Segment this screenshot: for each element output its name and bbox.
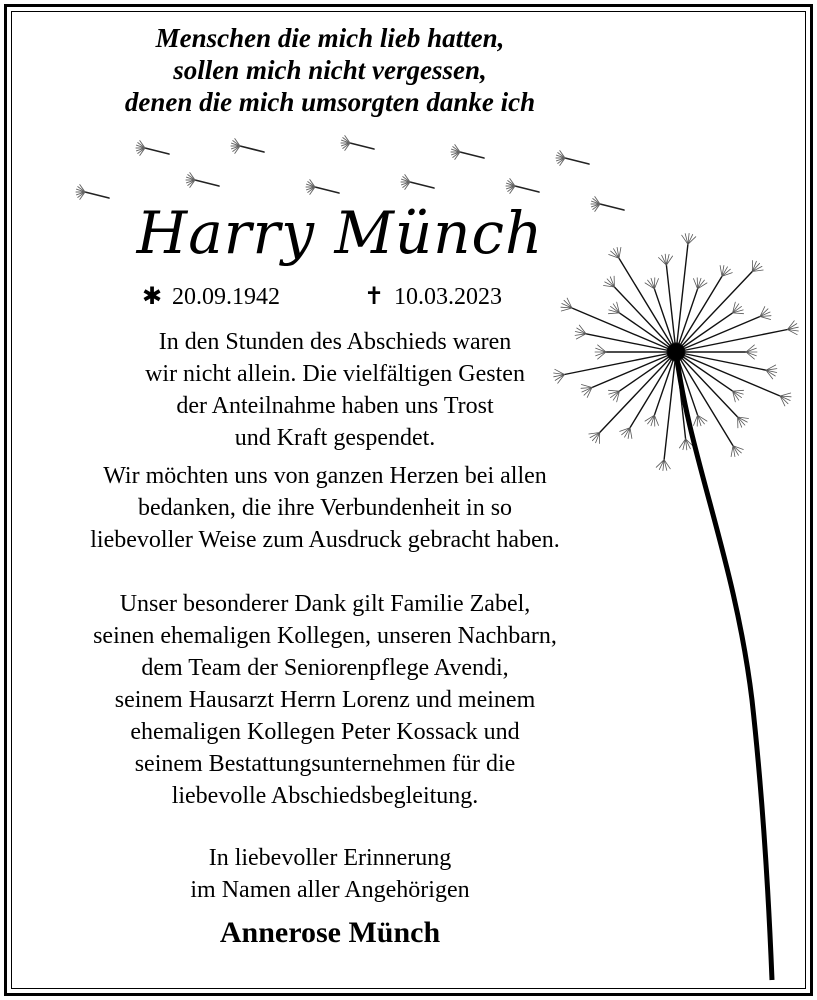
text-line: In liebevoller Erinnerung bbox=[208, 845, 452, 871]
text-line: seinem Hausarzt Herrn Lorenz und meinem bbox=[114, 687, 536, 713]
birth-date-value: 20.09.1942 bbox=[172, 284, 280, 310]
paragraph-besonderer-dank bbox=[20, 588, 630, 812]
seed-icon bbox=[556, 151, 589, 166]
paragraph-dank bbox=[20, 460, 630, 556]
motto-line: Menschen die mich lieb hatten, bbox=[155, 23, 505, 53]
dandelion-tuft bbox=[564, 300, 572, 308]
text-line: Unser besonderer Dank gilt Familie Zabel, bbox=[119, 591, 531, 617]
closing bbox=[70, 842, 590, 906]
dandelion-stem bbox=[676, 352, 772, 980]
text-line: seinen ehemaligen Kollegen, unseren Nachbarn, bbox=[93, 623, 557, 649]
dandelion-tuft bbox=[746, 345, 754, 352]
dandelion-tuft bbox=[688, 237, 696, 245]
text-line: liebevolle Abschiedsbegleitung. bbox=[171, 783, 479, 809]
seed-icon bbox=[451, 145, 484, 160]
dandelion-tuft bbox=[780, 393, 791, 396]
text-line: wir nicht allein. Die vielfältigen Gesten bbox=[145, 361, 525, 387]
seed-icon bbox=[306, 180, 339, 195]
deceased-name: Harry Münch bbox=[136, 199, 544, 267]
dandelion-tuft bbox=[630, 428, 632, 439]
dandelion-tuft bbox=[619, 247, 621, 258]
text-line: und Kraft gespendet. bbox=[234, 425, 436, 451]
text-line: dem Team der Seniorenpflege Avendi, bbox=[141, 655, 509, 681]
motto-line: denen die mich umsorgten danke ich bbox=[124, 87, 536, 117]
dandelion-tuft bbox=[561, 308, 572, 311]
dandelion-tuft bbox=[746, 348, 756, 352]
text-line: liebevoller Weise zum Ausdruck gebracht haben. bbox=[90, 527, 560, 553]
signature: Annerose Münch bbox=[219, 916, 441, 949]
seed-icon bbox=[231, 139, 264, 154]
text-line: seinem Bestattungsunternehmen für die bbox=[134, 751, 516, 777]
death-date-value: 10.03.2023 bbox=[394, 284, 502, 310]
dandelion-tuft bbox=[731, 446, 733, 457]
text-line: im Namen aller Angehörigen bbox=[190, 877, 470, 903]
seed-icon bbox=[341, 136, 374, 151]
seed-icon bbox=[591, 197, 624, 212]
paragraph-abschied bbox=[55, 326, 615, 454]
dandelion-tuft bbox=[608, 313, 619, 314]
cross-icon: ✝ bbox=[363, 284, 385, 310]
dandelion-filament bbox=[676, 352, 780, 396]
seed-icon bbox=[186, 173, 219, 188]
dandelion-tuft bbox=[780, 396, 788, 404]
death-date bbox=[360, 282, 502, 312]
dandelion-tuft bbox=[760, 317, 771, 320]
text-line: bedanken, die ihre Verbundenheit in so bbox=[137, 495, 513, 521]
dandelion-tuft bbox=[760, 309, 768, 317]
motto bbox=[40, 22, 620, 118]
dandelion-filament bbox=[676, 317, 760, 353]
dandelion-tuft bbox=[733, 390, 744, 391]
motto-line: sollen mich nicht vergessen, bbox=[173, 55, 487, 85]
dandelion-tuft bbox=[656, 460, 664, 468]
dandelion-tuft bbox=[746, 352, 754, 359]
text-line: In den Stunden des Abschieds waren bbox=[158, 329, 512, 355]
text-line: Wir möchten uns von ganzen Herzen bei allen bbox=[103, 463, 547, 489]
text-line: der Anteilnahme haben uns Trost bbox=[176, 393, 494, 419]
dandelion-filament bbox=[676, 272, 752, 353]
text-line: ehemaligen Kollegen Peter Kossack und bbox=[130, 719, 520, 745]
star-icon: ✱ bbox=[141, 284, 163, 310]
dandelion-tuft bbox=[746, 352, 756, 356]
seed-icon bbox=[136, 141, 169, 156]
seed-icon bbox=[401, 175, 434, 190]
birth-date bbox=[138, 282, 280, 312]
dandelion-tuft bbox=[659, 258, 667, 266]
dandelion-tuft bbox=[720, 266, 722, 277]
dandelion-tuft bbox=[733, 313, 744, 314]
dandelion-filament bbox=[614, 287, 676, 352]
seed-icon bbox=[506, 179, 539, 194]
